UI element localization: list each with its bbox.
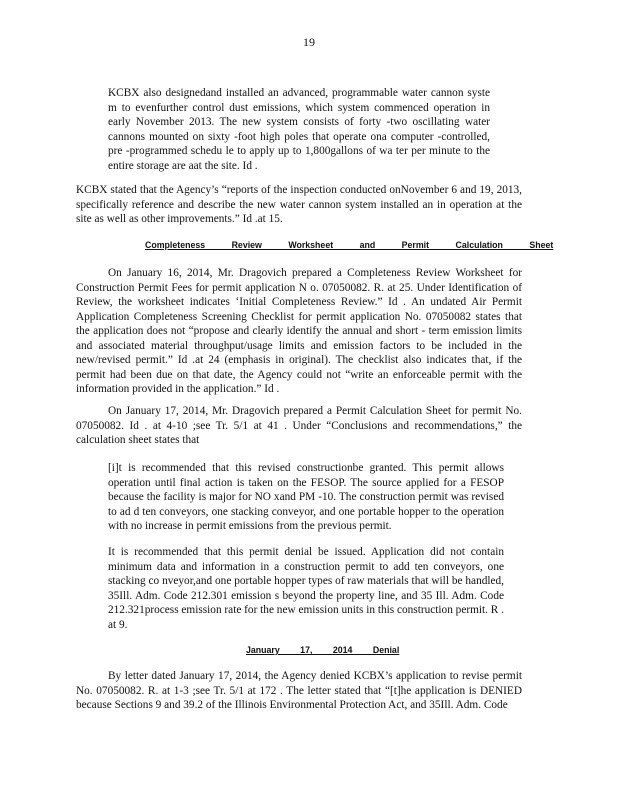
section-heading-denial: January 17, 2014 Denial <box>246 645 400 655</box>
block-quote-recommendation-denial <box>108 545 504 632</box>
quote-text: [i]t is recommended that this revised constructionbe granted. This permit allows operation until final action is taken on the FESOP. The source applied for a FESOP because the facility is major for NO xand PM -10. The construction permit was revised to ad d ten conveyors, one stacking conveyor, and one portable hopper to the operation with no increase in permit emissions from the previous permit. <box>108 462 504 532</box>
page-number: 19 <box>303 35 315 49</box>
paragraph-text: KCBX stated that the Agency’s “reports of the inspection conducted onNovember 6 and 19, 2013, specifically reference and describe the new water cannon system installed an in operation at the site as well as other improvements.” Id .at 15. <box>76 184 522 225</box>
paragraph-text: By letter dated January 17, 2014, the Agency denied KCBX’s application to revise permit No. 07050082. R. at 1-3 ;see Tr. 5/1 at 172 . The letter stated that “[t]he application is DENIED because Sections 9 and 39.2 of the Illinois Environmental Protection Act, and 35Ill. Adm. Code <box>76 670 522 711</box>
quote-text: It is recommended that this permit denial be issued. Application did not contain minimum data and information in a construction permit to add ten conveyors, one stacking co nveyor,and one portable hopper types of raw materials that will be handled, 35Ill. Adm. Code 212.301 emission s beyond the property line, and 35 Ill. Adm. Code 212.321process emission rate for the new emission units in this construction permit. R . at 9. <box>108 546 504 631</box>
quote-text: KCBX also designedand installed an advanced, programmable water cannon syste m to evenfurther control dust emissions, which system commenced operation in early November 2013. The new system consists of forty -two oscillating water cannons mounted on sixty -foot high poles that operate ona computer -controlled, pre -programmed schedu le to apply up to 1,800gallons of wa ter per minute to the entire storage are aat the site. Id . <box>108 87 490 172</box>
section-heading-completeness-review: Completeness Review Worksheet and Permit Calculation Sheet <box>145 240 554 250</box>
block-quote-water-cannon <box>108 86 490 173</box>
paragraph-kcbx-statement <box>76 183 522 227</box>
paragraph-text: On January 16, 2014, Mr. Dragovich prepared a Completeness Review Worksheet for Construction Permit Fees for permit application N o. 07050082. R. at 25. Under Identification of Review, the worksheet indicates ‘Initial Completeness Review.” Id . An undated Air Permit Application Completeness Screening Checklist for permit application No. 07050082 states that the application does not “propose and clearly identify the annual and short - term emission limits and associated material throughput/usage limits and emission factors to be included in the new/revised permit.” Id .at 24 (emphasis in original). The checklist also indicates that, if the permit had been due on that date, the Agency could not “write an enforceable permit with the information provided in the application.” Id . <box>76 267 522 395</box>
paragraph-completeness-worksheet <box>76 266 522 397</box>
paragraph-denial-letter <box>76 669 522 713</box>
paragraph-permit-calculation <box>76 404 522 448</box>
block-quote-recommendation-grant <box>108 461 504 534</box>
paragraph-text: On January 17, 2014, Mr. Dragovich prepared a Permit Calculation Sheet for permit No. 07050082. Id . at 4-10 ;see Tr. 5/1 at 41 . Under “Conclusions and recommendations,” the calculation sheet states that <box>76 405 522 446</box>
